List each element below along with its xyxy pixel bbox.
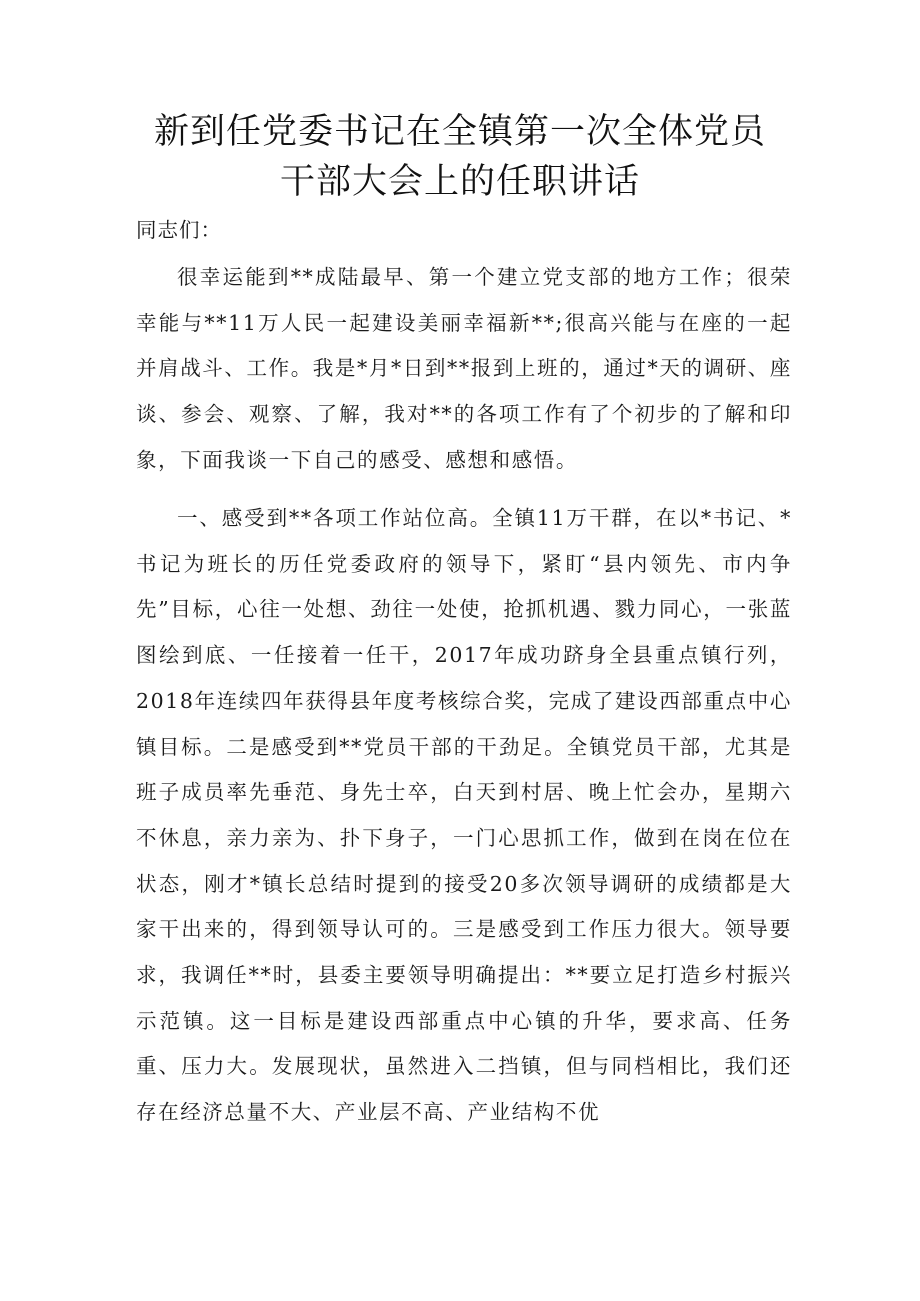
document-title-line-2: 干部大会上的任职讲话 <box>279 162 640 202</box>
salutation: 同志们： <box>136 218 222 242</box>
document-title-line-1: 新到任党委书记在全镇第一次全体党员 <box>153 112 766 152</box>
paragraph-1: 很幸运能到**成陆最早、第一个建立党支部的地方工作；很荣幸能与**11万人民一起建设美丽幸福新**;很高兴能与在座的一起并肩战斗、工作。我是*月*日到**报到上班的，通过*天的调研、座谈、参会、观察、了解，我对**的各项工作有了个初步的了解和印象，下面我谈一下自己的感受、感想和感悟。 <box>136 265 792 472</box>
paragraph-2: 一、感受到**各项工作站位高。全镇11万干群，在以*书记、*书记为班长的历任党委政府的领导下，紧盯“县内领先、市内争先”目标，心往一处想、劲往一处使，抢抓机遇、戮力同心，一张蓝图绘到底、一任接着一任干，2017年成功跻身全县重点镇行列，2018年连续四年获得县年度考核综合奖，完成了建设西部重点中心镇目标。二是感受到**党员干部的干劲足。全镇党员干部，尤其是班子成员率先垂范、身先士卒，白天到村居、晚上忙会办，星期六不休息，亲力亲为、扑下身子，一门心思抓工作，做到在岗在位在状态，刚才*镇长总结时提到的接受20多次领导调研的成绩都是大家干出来的，得到领导认可的。三是感受到工作压力很大。领导要求，我调任**时，县委主要领导明确提出：**要立足打造乡村振兴示范镇。这一目标是建设西部重点中心镇的升华，要求高、任务重、压力大。发展现状，虽然进入二挡镇，但与同档相比，我们还存在经济总量不大、产业层不高、产业结构不优 <box>136 506 792 1125</box>
